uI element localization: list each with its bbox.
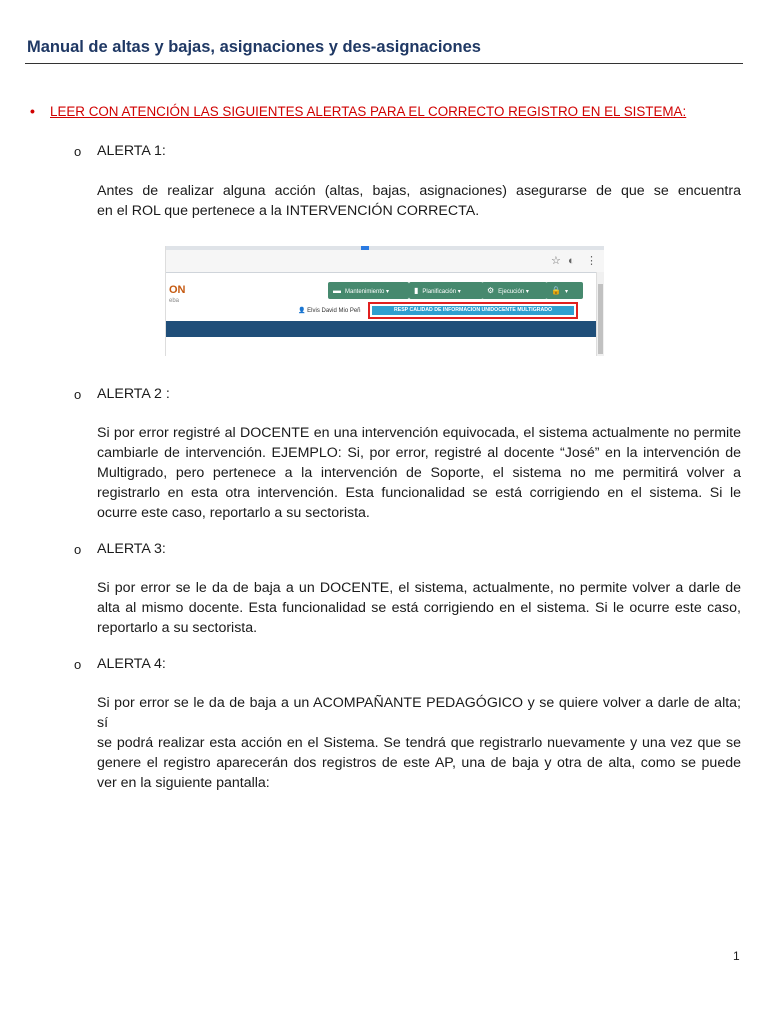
scrollbar-thumb[interactable]: [598, 284, 603, 354]
header-rule: [25, 63, 743, 64]
star-icon: ☆: [551, 255, 561, 267]
browser-address-bar: [166, 250, 604, 273]
alert-marker: o: [74, 387, 82, 402]
alert-3-paragraph: [97, 578, 741, 638]
warning-bullet: •: [30, 103, 35, 119]
document-icon: ▮: [414, 286, 419, 295]
role-screenshot: [165, 246, 604, 356]
scrollbar[interactable]: [596, 272, 604, 356]
role-selector[interactable]: [368, 302, 578, 319]
paragraph-line: ocurre este caso, reportarlo a su sectorista.: [97, 505, 370, 521]
mantenimiento-menu-button[interactable]: [328, 282, 409, 299]
paragraph-line: Antes de realizar alguna acción (altas, bajas, asignaciones) asegurarse de que se encuentra: [97, 183, 741, 199]
browser-menu-icon: ⋮: [586, 255, 597, 267]
app-brand: ON: [169, 284, 186, 296]
monitor-icon: ▬: [333, 286, 341, 295]
alert-label: ALERTA 1:: [97, 143, 166, 159]
alert-marker: o: [74, 542, 82, 557]
alert-label: ALERTA 4:: [97, 656, 166, 672]
chevron-down-icon: ▾: [525, 289, 529, 295]
chevron-down-icon: ▾: [564, 289, 568, 295]
extension-icon: ◐: [568, 255, 575, 267]
planificacion-menu-button[interactable]: [409, 282, 483, 299]
paragraph-line: en el ROL que pertenece a la INTERVENCIÓN CORRECTA.: [97, 203, 480, 219]
user-icon: 👤: [298, 308, 306, 314]
alert-1-paragraph: [97, 181, 741, 221]
page-number: 1: [733, 949, 740, 963]
paragraph-line: se podrá realizar esta acción en el Sistema. Se tendrá que registrarlo nuevamente y una vez que se: [97, 735, 741, 751]
paragraph-line: alta al mismo docente. Esta funcionalidad se está corrigiendo en el sistema. Si le ocurre este caso,: [97, 600, 741, 616]
menu-label: Planificación: [422, 289, 457, 295]
paragraph-line: reportarlo a su sectorista.: [97, 620, 258, 636]
paragraph-line: Multigrado, pero pertenece a la intervención de Soporte, el sistema no me permitirá volver a: [97, 465, 741, 481]
paragraph-line: registrarlo en esta otra intervención. Esta funcionalidad se está corrigiendo en el sistema. Si le: [97, 485, 741, 501]
paragraph-line: cambiarle de intervención. EJEMPLO: Si, por error, registré al docente “José” en la intervención de: [97, 445, 741, 461]
lock-menu-button[interactable]: [546, 282, 583, 299]
app-nav-bar: [166, 321, 596, 337]
alert-label: ALERTA 3:: [97, 541, 166, 557]
alert-label: ALERTA 2 :: [97, 386, 170, 402]
logged-user: [298, 307, 361, 314]
alert-4-paragraph: [97, 693, 741, 793]
role-label: RESP CALIDAD DE INFORMACION UNIDOCENTE MULTIGRADO: [372, 306, 574, 315]
user-name: Elvis David Mio Peñ: [307, 308, 361, 314]
alert-marker: o: [74, 144, 82, 159]
alert-2-paragraph: [97, 423, 741, 523]
chevron-down-icon: ▾: [457, 289, 461, 295]
chevron-down-icon: ▾: [386, 289, 390, 295]
paragraph-line: genere el registro aparecerán dos registros de este AP, una de baja y otra de alta, como se puede: [97, 755, 741, 771]
menu-label: Mantenimiento: [345, 289, 385, 295]
document-header-title: Manual de altas y bajas, asignaciones y des-asignaciones: [27, 38, 481, 56]
warning-text: LEER CON ATENCIÓN LAS SIGUIENTES ALERTAS PARA EL CORRECTO REGISTRO EN EL SISTEMA:: [50, 104, 687, 119]
app-brand-subtitle: eba: [169, 298, 180, 304]
gear-icon: ⚙: [487, 286, 495, 295]
paragraph-line: Si por error registré al DOCENTE en una intervención equivocada, el sistema actualmente no permite: [97, 425, 741, 441]
paragraph-line: ver en la siguiente pantalla:: [97, 775, 270, 791]
menu-label: Ejecución: [498, 289, 525, 295]
ejecucion-menu-button[interactable]: [482, 282, 547, 299]
alert-marker: o: [74, 657, 82, 672]
paragraph-line: Si por error se le da de baja a un ACOMPAÑANTE PEDAGÓGICO y se quiere volver a darle de alta; sí: [97, 695, 741, 731]
paragraph-line: Si por error se le da de baja a un DOCENTE, el sistema, actualmente, no permite volver a darle de: [97, 580, 741, 596]
lock-icon: 🔒: [551, 286, 561, 295]
